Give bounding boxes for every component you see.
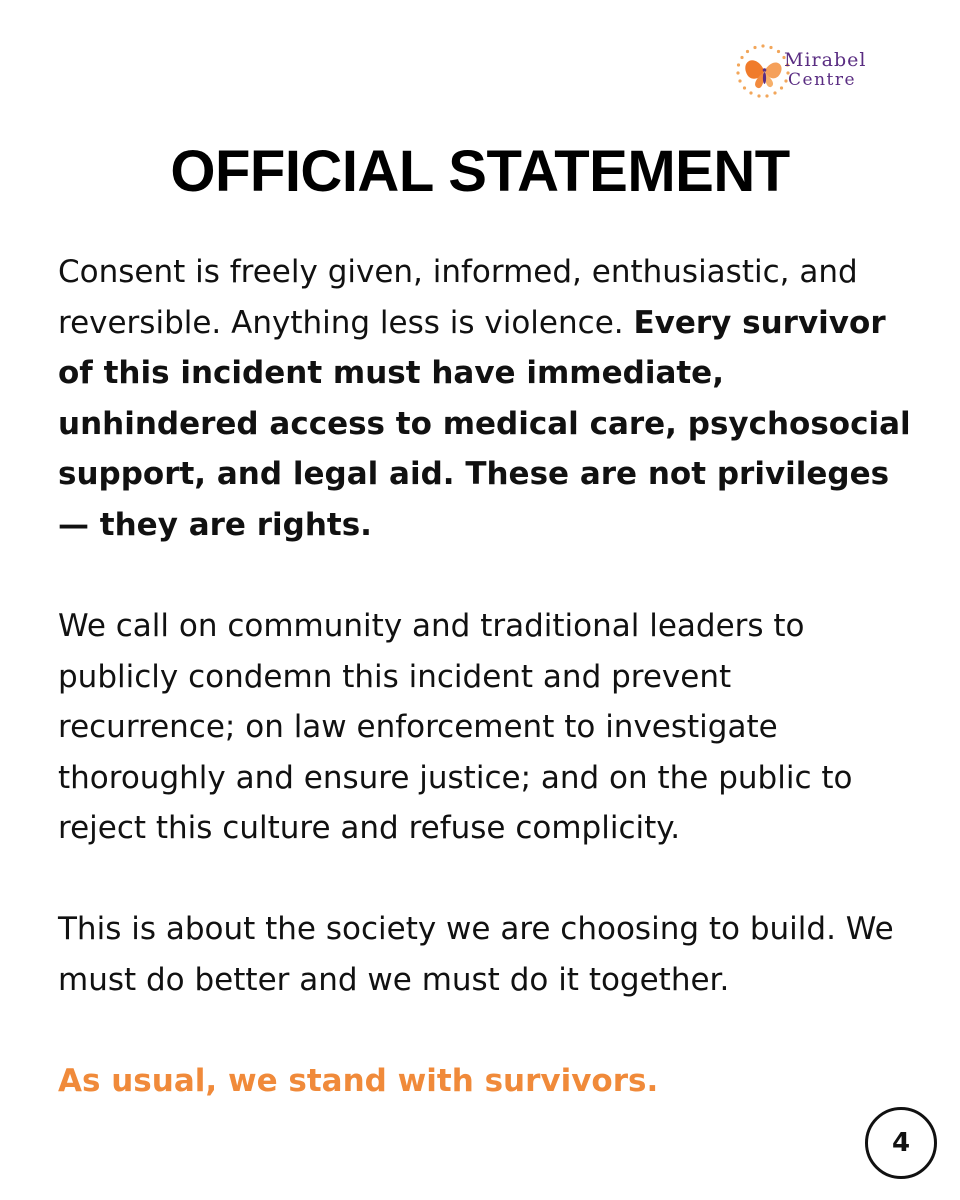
page-title: OFFICIAL STATEMENT [170,139,790,204]
brand-name-line2: Centre [788,69,857,90]
paragraph-1-plain: Consent is freely given, informed, enthusiastic, and reversible. Anything less is violence. [58,254,858,341]
statement-paragraph-3: This is about the society we are choosing to build. We must do better and we must do it together. [58,911,894,998]
paragraph-1-bold: Every survivor of this incident must have immediate, unhindered access to medical care, psychosocial support, and legal aid. These are not privileges — they are rights. [58,304,911,543]
closing-line: As usual, we stand with survivors. [58,1063,659,1099]
brand-logo [734,38,934,102]
statement-paragraph-1 [58,247,918,550]
page-number: 4 [891,1128,911,1158]
brand-wordmark [784,50,866,90]
brand-name-line1: Mirabel [784,49,867,71]
page-number-badge [865,1107,937,1179]
statement-paragraph-2: We call on community and traditional leaders to publicly condemn this incident and prevent recurrence; on law enforcement to investigate thoroughly and ensure justice; and on the public to reject this culture and refuse complicity. [58,608,853,846]
